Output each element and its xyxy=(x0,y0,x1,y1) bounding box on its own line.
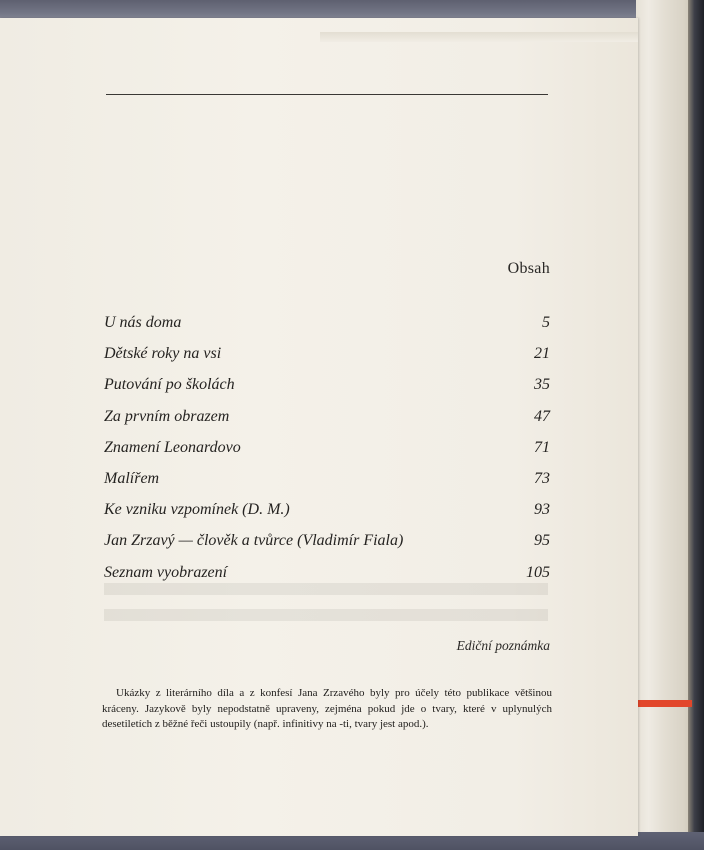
toc-entry[interactable] xyxy=(104,408,550,439)
toc-entry-page: 95 xyxy=(534,532,550,550)
toc-entry-title: U nás doma xyxy=(104,314,182,331)
toc-entry-title: Ke vzniku vzpomínek (D. M.) xyxy=(104,501,290,519)
top-rule-line xyxy=(106,94,548,95)
toc-heading: Obsah xyxy=(507,260,550,277)
toc-entry-page: 47 xyxy=(534,407,550,425)
toc-entry-page: 73 xyxy=(534,469,550,487)
book-spine-shadow xyxy=(688,0,704,850)
toc-entry[interactable] xyxy=(104,532,550,563)
toc-entry[interactable] xyxy=(104,564,550,595)
toc-entry-page: 35 xyxy=(534,376,550,394)
editorial-note-title: Ediční poznámka xyxy=(456,638,550,653)
toc-entry[interactable] xyxy=(104,501,550,532)
book-cover-right-edge xyxy=(636,0,704,850)
page-top-fold xyxy=(320,32,638,42)
toc-entry-title: Seznam vyobrazení xyxy=(104,563,228,581)
toc-entry-title: Jan Zrzavý — člověk a tvůrce (Vladimír Fiala) xyxy=(104,532,404,550)
toc-entry[interactable] xyxy=(104,439,550,470)
toc-entry-page: 93 xyxy=(534,501,550,519)
toc-entry-page: 71 xyxy=(534,438,550,456)
editorial-note-body: Ukázky z literárního díla a z konfesí Jana Zrzavého byly pro účely této publikace většinou kráceny. Jazykově byly nepodstatně upraveny, zejména pokud jde o tvary, které v uplynulých desetiletích z běžné řeči ustoupily (např. infinitivy na -ti, tvary jest apod.). xyxy=(102,687,552,731)
red-bookmark-ribbon xyxy=(634,700,692,707)
toc-entry-page: 21 xyxy=(534,345,550,363)
toc-entry-title: Znamení Leonardovo xyxy=(104,438,241,456)
toc-entry-title: Dětské roky na vsi xyxy=(104,345,222,363)
toc-entry-title: Malířem xyxy=(104,469,160,487)
toc-entry-title: Putování po školách xyxy=(104,376,235,394)
toc-entry-title: Za prvním obrazem xyxy=(104,407,230,425)
toc-entry[interactable] xyxy=(104,314,550,345)
toc-entry-page: 5 xyxy=(542,314,550,331)
toc-entry[interactable] xyxy=(104,345,550,376)
toc-entry-page: 105 xyxy=(526,563,550,581)
table-of-contents xyxy=(104,314,550,595)
toc-entry[interactable] xyxy=(104,376,550,407)
toc-entry[interactable] xyxy=(104,470,550,501)
